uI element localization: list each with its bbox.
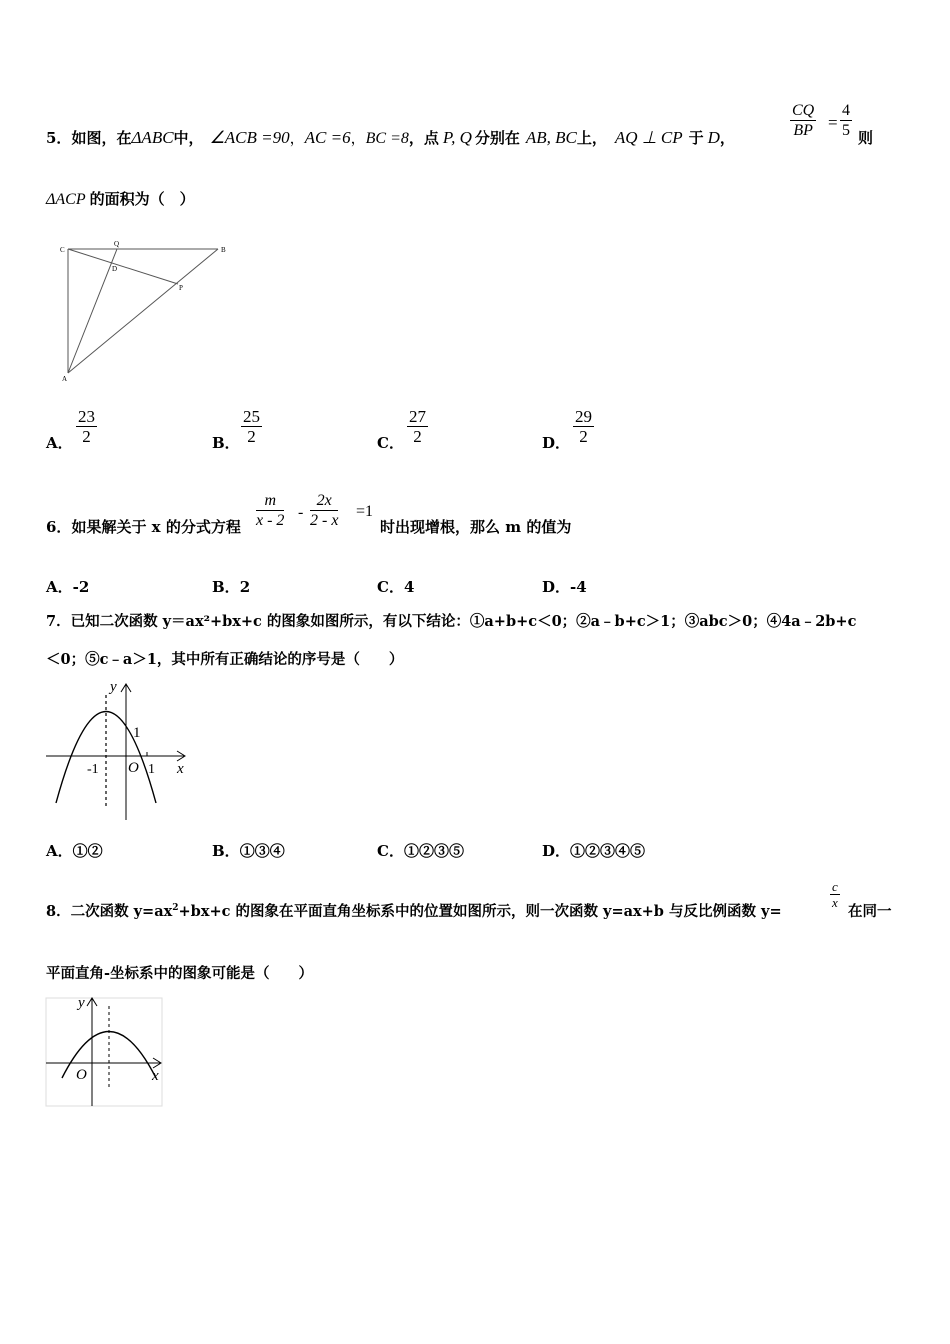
label-p: P [179,284,183,292]
q5-option-b-fraction [241,408,262,447]
label-d: D [112,265,118,273]
option-label: A． [46,434,73,452]
option-denominator: 2 [82,427,91,446]
label-y: y [78,995,85,1011]
q5-text-3: ，点 [408,129,439,147]
option-value: ①②③⑤ [403,842,464,860]
q6-number: 6． [46,518,72,536]
option-value: -2 [72,578,90,596]
segment-cp [68,249,178,284]
option-label: D． [542,434,571,452]
q6-fraction-1-denominator: x - 2 [256,512,285,529]
q8-superscript: 2 [172,903,179,914]
option-numerator: 27 [409,407,426,426]
q5-bc: BC =8 [365,130,409,147]
option-denominator: 2 [413,427,422,446]
q5-ratio-fraction [790,102,816,141]
q5-option-c-fraction [407,408,428,447]
y-axis-arrow [121,684,131,692]
q7-option-a[interactable] [46,840,103,861]
q5-text-2: 中， [173,129,204,147]
q6-option-a[interactable] [46,576,89,597]
option-label: D． [542,578,571,596]
q8-fraction-denominator: x [832,895,838,910]
label-b: B [221,246,226,254]
q5-equals: = [828,113,838,132]
q5-number: 5． [46,129,72,147]
segment-ab [68,249,218,373]
q5-text-1: 如图，在 [71,129,132,147]
q6-fraction-2 [310,492,338,531]
option-label: A． [46,578,73,596]
q8-axes [46,998,161,1106]
q5-angle: ∠ACB =90 [209,128,290,147]
option-label: B． [212,842,240,860]
q7-line1: 7．已知二次函数 y＝ax²+bx+c 的图象如图所示，有以下结论：①a+b+c＜0；②a﹣b+c＞1；③abc＞0；④4a﹣2b+c [46,613,857,630]
label-origin: O [76,1067,87,1083]
q6-line-start [46,516,241,537]
q5-option-b[interactable] [212,432,240,453]
q5-option-d[interactable] [542,432,570,453]
q8-fraction [830,879,840,911]
parabola-curve [62,1032,156,1079]
q5-perpendicular: AQ ⊥ CP [614,128,683,147]
option-label: C． [377,578,404,596]
q5-line1 [46,127,735,148]
q5-text-7: ， [719,129,735,147]
x-axis-arrow [153,1058,161,1068]
q6-fraction-1-numerator: m [264,492,276,509]
q8-graph-frame [46,998,162,1106]
y-axis-arrow [87,998,97,1006]
q5-line2-text: 的面积为（ ） [89,190,195,208]
q5-value-denominator: 5 [842,122,850,139]
q7-axes [46,684,185,820]
segment-aq [68,249,117,373]
option-numerator: 25 [243,407,260,426]
q5-line2 [46,188,195,209]
q6-text-1: 如果解关于 x 的分式方程 [71,518,241,536]
label-x: x [177,761,184,777]
q5-text-5: 上， [576,129,607,147]
option-label: C． [377,434,404,452]
option-numerator: 23 [78,407,95,426]
q8-text-1: 8．二次函数 y=ax [46,903,173,920]
q5-option-a-fraction [76,408,97,447]
label-y-one: 1 [133,725,141,741]
q5-option-a[interactable] [46,432,73,453]
q5-ratio-numerator: CQ [792,102,815,119]
q6-text-2: 时出现增根，那么 m 的值为 [380,518,572,536]
q7-option-d[interactable] [542,840,645,861]
q5-pq: P, Q [442,128,472,147]
q5-triangle-abc: ΔABC [131,128,174,147]
option-value: 4 [403,578,415,596]
q7-option-b[interactable] [212,840,285,861]
q8-text-3: 在同一 [848,903,892,920]
label-a: A [62,375,68,383]
q6-fraction-2-denominator: 2 - x [310,512,339,529]
q7-option-c[interactable] [377,840,464,861]
q5-option-d-fraction [573,408,594,447]
option-value: ①③④ [239,842,285,860]
q5-value-numerator: 4 [842,102,850,119]
q5-ratio-denominator: BP [793,122,813,139]
q6-option-c[interactable] [377,576,414,597]
option-value: ①② [72,842,103,860]
parabola-curve [56,712,156,804]
option-denominator: 2 [579,427,588,446]
option-label: A． [46,842,73,860]
label-q: Q [114,240,120,248]
q6-fraction-1 [256,492,284,531]
option-value: -4 [570,578,587,596]
q8-line1 [46,900,782,921]
q5-figure-lines [68,249,218,373]
q5-text-4: 分别在 [474,129,520,147]
q6-option-b[interactable] [212,576,250,597]
label-y: y [110,679,117,695]
option-label: B． [212,434,240,452]
option-denominator: 2 [247,427,256,446]
q5-sep-1: ， [289,129,305,147]
option-value: ①②③④⑤ [570,842,646,860]
q6-option-d[interactable] [542,576,587,597]
q8-text-2: +bx+c 的图象在平面直角坐标系中的位置如图所示，则一次函数 y=ax+b 与反比例函数 y= [178,903,782,920]
label-origin: O [128,760,139,776]
q6-fraction-2-numerator: 2x [316,492,332,509]
q5-triangle-acp: ΔACP [46,191,86,208]
option-value: 2 [239,578,251,596]
label-x-one: 1 [148,762,155,777]
x-axis-arrow [177,751,185,761]
label-neg-one: -1 [87,762,99,777]
q5-option-c[interactable] [377,432,404,453]
label-c: C [60,246,65,254]
option-label: B． [212,578,240,596]
q6-minus: - [298,504,304,521]
option-label: D． [542,842,571,860]
q8-fraction-numerator: c [832,879,838,894]
option-label: C． [377,842,404,860]
option-numerator: 29 [575,407,592,426]
q6-equals-one: =1 [356,503,374,520]
q5-point-d: D [707,128,720,147]
q5-text-8: 则 [858,129,874,147]
q8-line2: 平面直角-坐标系中的图象可能是（ ） [46,965,314,982]
q5-ab-bc: AB, BC [525,128,577,147]
q5-ac: AC =6 [304,128,351,147]
label-x: x [152,1068,159,1084]
q5-text-6: 于 [688,129,704,147]
q7-line2: ＜0；⑤c﹣a＞1，其中所有正确结论的序号是（ ） [46,651,404,668]
q5-value-fraction [840,102,852,141]
q5-sep-2: ， [350,129,366,147]
